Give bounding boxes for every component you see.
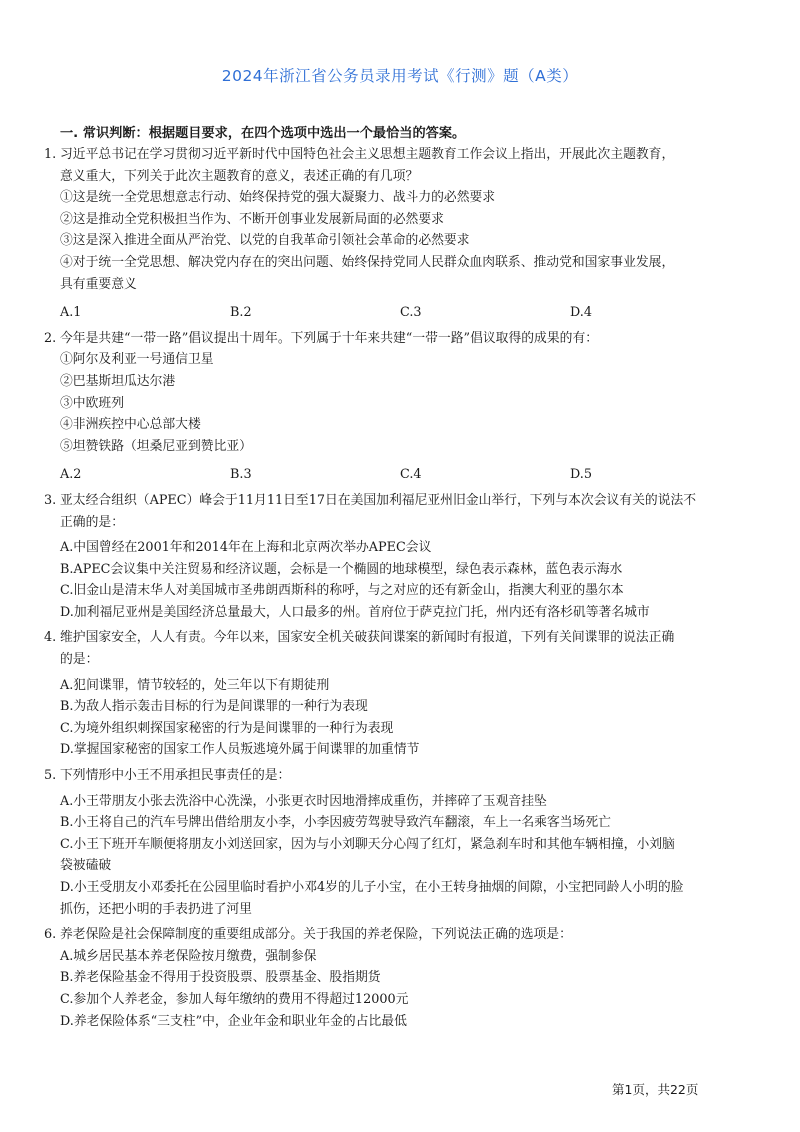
statement-item: ③中欧班列	[60, 395, 124, 411]
section-heading: 一. 常识判断：根据题目要求，在四个选项中选出一个最恰当的答案。	[60, 126, 466, 141]
question-stem: 亚太经合组织（APEC）峰会于11月11日至17日在美国加利福尼亚州旧金山举行，下列与本次会议有关的说法不	[60, 492, 697, 508]
option-a: A.1	[60, 305, 82, 321]
statement-item: ④对于统一全党思想、解决党内存在的突出问题、始终保持党同人民群众血肉联系、推动党和国家事业发展，	[60, 254, 675, 270]
statement-item: ①这是统一全党思想意志行动、始终保持党的强大凝聚力、战斗力的必然要求	[60, 190, 496, 206]
answer-options	[44, 302, 752, 324]
document-title: 2024年浙江省公务员录用考试《行测》题（A类）	[221, 67, 579, 85]
question-5	[44, 765, 752, 920]
question-number: 3.	[44, 492, 57, 508]
option-d: D.掌握国家秘密的国家工作人员叛逃境外属于间谍罪的加重情节	[60, 742, 420, 758]
question-number: 2.	[44, 330, 57, 346]
page-footer: 第1页，共22页	[612, 1082, 699, 1097]
option-a: A.中国曾经在2001年和2014年在上海和北京两次举办APEC会议	[60, 540, 432, 556]
statement-item: ③这是深入推进全面从严治党、以党的自我革命引领社会革命的必然要求	[60, 233, 470, 249]
option-d: D.5	[570, 467, 593, 483]
statement-item: ④非洲疾控中心总部大楼	[60, 417, 201, 433]
question-number: 1.	[44, 147, 57, 162]
option-c: C.参加个人养老金，参加人每年缴纳的费用不得超过12000元	[60, 991, 409, 1007]
option-b: B.为敌人指示轰击目标的行为是间谍罪的一种行为表现	[60, 699, 368, 715]
question-number: 4.	[44, 630, 57, 646]
question-2	[44, 328, 752, 486]
option-c: C.4	[400, 467, 422, 483]
question-number: 5.	[44, 768, 57, 784]
question-stem: 维护国家安全，人人有责。今年以来，国家安全机关破获间谍案的新闻时有报道，下列有关间谍罪的说法正确	[60, 630, 675, 646]
option-c: C.3	[400, 305, 422, 321]
question-stem: 意义重大，下列关于此次主题教育的意义，表述正确的有几项？	[60, 168, 419, 184]
statement-item: ⑤坦赞铁路（坦桑尼亚到赞比亚）	[60, 438, 252, 454]
option-b: B.APEC会议集中关注贸易和经济议题，会标是一个椭圆的地球模型，绿色表示森林，蓝色表示海水	[60, 561, 623, 577]
question-4	[44, 627, 752, 761]
statement-item: ②巴基斯坦瓜达尔港	[60, 373, 176, 389]
question-stem: 正确的是：	[60, 514, 124, 530]
question-stem: 今年是共建“一带一路”倡议提出十周年。下列属于十年来共建“一带一路”倡议取得的成果的有：	[60, 330, 599, 346]
statement-item: ②这是推动全党积极担当作为、不断开创事业发展新局面的必然要求	[60, 211, 444, 227]
option-d: D.小王受朋友小邓委托在公园里临时看护小邓4岁的儿子小宝，在小王转身抽烟的间隙，小宝把同龄人小明的脸	[60, 880, 684, 895]
option-c: C.旧金山是清末华人对美国城市圣弗朗西斯科的称呼，与之对应的还有新金山，指澳大利亚的墨尔本	[60, 583, 624, 599]
question-stem: 养老保险是社会保障制度的重要组成部分。关于我国的养老保险，下列说法正确的选项是：	[60, 927, 572, 943]
answer-options	[44, 464, 752, 486]
question-6	[44, 924, 752, 1032]
option-c-continued: 袋被磕破	[60, 858, 112, 874]
question-stem: 习近平总书记在学习贯彻习近平新时代中国特色社会主义思想主题教育工作会议上指出，开展此次主题教育，	[60, 147, 675, 162]
option-b: B.3	[230, 467, 252, 483]
question-1	[44, 144, 752, 324]
option-a: A.小王带朋友小张去洗浴中心洗澡，小张更衣时因地滑摔成重伤，并摔碎了玉观音挂坠	[60, 793, 547, 809]
option-a: A.城乡居民基本养老保险按月缴费，强制参保	[60, 948, 317, 964]
option-c: C.为境外组织刺探国家秘密的行为是间谍罪的一种行为表现	[60, 720, 394, 736]
option-c: C.小王下班开车顺便将朋友小刘送回家，因为与小刘聊天分心闯了红灯，紧急刹车时和其他车辆相撞，小刘脑	[60, 836, 675, 852]
question-3	[44, 490, 752, 624]
question-stem: 的是：	[60, 652, 99, 668]
question-list	[44, 144, 752, 1032]
option-b: B.养老保险基金不得用于投资股票、股票基金、股指期货	[60, 970, 381, 986]
option-d: D.养老保险体系“三支柱”中，企业年金和职业年金的占比最低	[60, 1013, 407, 1029]
option-d-continued: 抓伤，还把小明的手表扔进了河里	[60, 901, 252, 917]
statement-item: 具有重要意义	[60, 276, 137, 292]
option-a: A.2	[60, 467, 82, 483]
option-d: D.加利福尼亚州是美国经济总量最大，人口最多的州。首府位于萨克拉门托，州内还有洛杉矶等著名城市	[60, 604, 650, 620]
option-b: B.小王将自己的汽车号牌出借给朋友小李，小李因疲劳驾驶导致汽车翻滚，车上一名乘客当场死亡	[60, 815, 611, 831]
statement-item: ①阿尔及利亚一号通信卫星	[60, 352, 214, 368]
option-b: B.2	[230, 305, 252, 321]
option-d: D.4	[570, 305, 593, 321]
question-stem: 下列情形中小王不用承担民事责任的是：	[60, 768, 291, 784]
option-a: A.犯间谍罪，情节较轻的，处三年以下有期徒刑	[60, 677, 330, 693]
question-number: 6.	[44, 927, 57, 943]
